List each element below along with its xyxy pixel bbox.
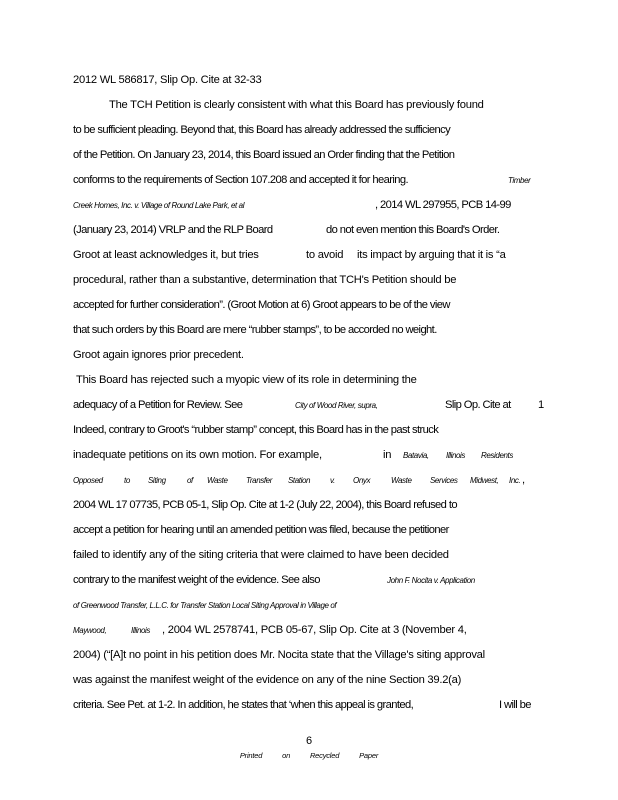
footer-word: Paper <box>359 751 379 760</box>
paragraph-1-line-7 <box>73 248 543 262</box>
text-segment: Slip Op. Cite at <box>445 399 511 411</box>
case-name-italic: Creek Homes, Inc. v. Village of Round Lake Park, et al <box>73 201 245 210</box>
citation-line: 2012 WL 586817, Slip Op. Cite at 32-33 <box>73 74 262 86</box>
paragraph-2-line-14 <box>73 698 543 712</box>
case-name-italic: Illinois <box>446 451 466 460</box>
case-name-italic: Batavia, <box>403 451 429 460</box>
paragraph-2-line-9 <box>73 573 543 587</box>
case-word-italic: Services <box>430 476 458 485</box>
footer-word: Recycled <box>309 751 340 760</box>
case-word-italic: Station <box>288 476 311 485</box>
footer-word: on <box>282 751 291 760</box>
recycled-paper-footer <box>0 751 618 760</box>
paragraph-1-line-5 <box>73 198 543 213</box>
paragraph-1-line-2: to be sufficient pleading. Beyond that, this Board has already addressed the sufficiency <box>73 124 451 136</box>
paragraph-2-line-10 <box>73 598 543 613</box>
case-name-italic: Residents <box>481 451 513 460</box>
case-word-italic: Siting <box>148 476 166 485</box>
paragraph-1-line-4 <box>73 173 543 187</box>
paragraph-2-line-3: Indeed, contrary to Groot's “rubber stamp” concept, this Board has in the past struck <box>73 424 439 436</box>
paragraph-2-line-4 <box>73 448 543 462</box>
case-word-italic: Midwest, <box>470 476 499 485</box>
citation-segment: , 2004 WL 2578741, PCB 05-67, Slip Op. Cite at 3 (November 4, <box>162 624 467 636</box>
paragraph-1-line-10: that such orders by this Board are mere “rubber stamps”, to be accorded no weight. <box>73 324 437 336</box>
case-word-italic: Waste <box>391 476 412 485</box>
case-name-italic: John F. Nocita v. Application <box>387 576 475 585</box>
paragraph-1-line-8: procedural, rather than a substantive, determination that TCH's Petition should be <box>73 274 457 286</box>
paragraph-2-line-11 <box>73 623 543 638</box>
citation-segment: , 2014 WL 297955, PCB 14-99 <box>375 199 511 211</box>
case-word-italic: Transfer <box>246 476 272 485</box>
text-segment: adequacy of a Petition for Review. See <box>73 399 243 411</box>
case-name-italic: Maywood, <box>73 626 107 635</box>
paragraph-1-line-1: The TCH Petition is clearly consistent with what this Board has previously found <box>109 99 484 111</box>
text-segment: I will be <box>499 699 531 711</box>
paragraph-2-line-1: This Board has rejected such a myopic view of its role in determining the <box>76 374 417 386</box>
text-segment: its impact by arguing that it is “a <box>357 249 506 261</box>
case-word-italic: of <box>187 476 193 485</box>
case-name-italic: Timber <box>508 176 531 185</box>
paragraph-1-line-9: accepted for further consideration”. (Groot Motion at 6) Groot appears to be of the view <box>73 299 450 311</box>
text-segment: contrary to the manifest weight of the evidence. See also <box>73 574 320 586</box>
paragraph-1-line-3: of the Petition. On January 23, 2014, this Board issued an Order finding that the Petition <box>73 149 455 161</box>
page-number: 6 <box>305 735 313 747</box>
paragraph-2-line-12: 2004) (“[A]t no point in his petition does Mr. Nocita state that the Village's siting approval <box>73 649 485 661</box>
footer-word: Printed <box>239 751 263 760</box>
text-segment: Groot at least acknowledges it, but tries <box>73 249 259 261</box>
case-word-italic: Waste <box>207 476 228 485</box>
case-word-italic: Opposed <box>73 476 103 485</box>
text-segment: do not even mention this Board's Order. <box>326 224 500 236</box>
text-segment: conforms to the requirements of Section 107.208 and accepted it for hearing. <box>73 174 409 186</box>
paragraph-2-line-8: failed to identify any of the siting criteria that were claimed to have been decided <box>73 549 449 561</box>
paragraph-2-line-6: 2004 WL 17 07735, PCB 05-1, Slip Op. Cite at 1-2 (July 22, 2004), this Board refused to <box>73 499 457 511</box>
paragraph-2-line-13: was against the manifest weight of the evidence on any of the nine Section 39.2(a) <box>73 674 462 686</box>
paragraph-1-line-6 <box>73 223 543 237</box>
paragraph-2-line-7: accept a petition for hearing until an amended petition was filed, because the petitioner <box>73 524 449 536</box>
text-segment: inadequate petitions on its own motion. For example, <box>73 449 322 461</box>
text-segment: in <box>383 449 392 461</box>
case-word-italic: v. <box>330 476 335 485</box>
text-segment: to avoid <box>306 249 344 261</box>
case-name-italic: City of Wood River, supra, <box>295 401 378 410</box>
case-word-italic: Inc. <box>509 476 521 485</box>
case-name-italic: Illinois <box>131 626 151 635</box>
paragraph-2-line-2 <box>73 398 543 412</box>
case-name-italic: of Greenwood Transfer, L.L.C. for Transfer Station Local Siting Approval in Village of <box>73 601 337 610</box>
case-word-italic: to <box>124 476 130 485</box>
text-segment: (January 23, 2014) VRLP and the RLP Board <box>73 224 273 236</box>
case-word-italic: Onyx <box>353 476 371 485</box>
punctuation: , <box>522 474 525 486</box>
text-segment: criteria. See Pet. at 1-2. In addition, he states that ‘when this appeal is granted, <box>73 699 414 711</box>
paragraph-1-line-11: Groot again ignores prior precedent. <box>73 349 244 361</box>
text-segment: 1 <box>538 399 544 411</box>
